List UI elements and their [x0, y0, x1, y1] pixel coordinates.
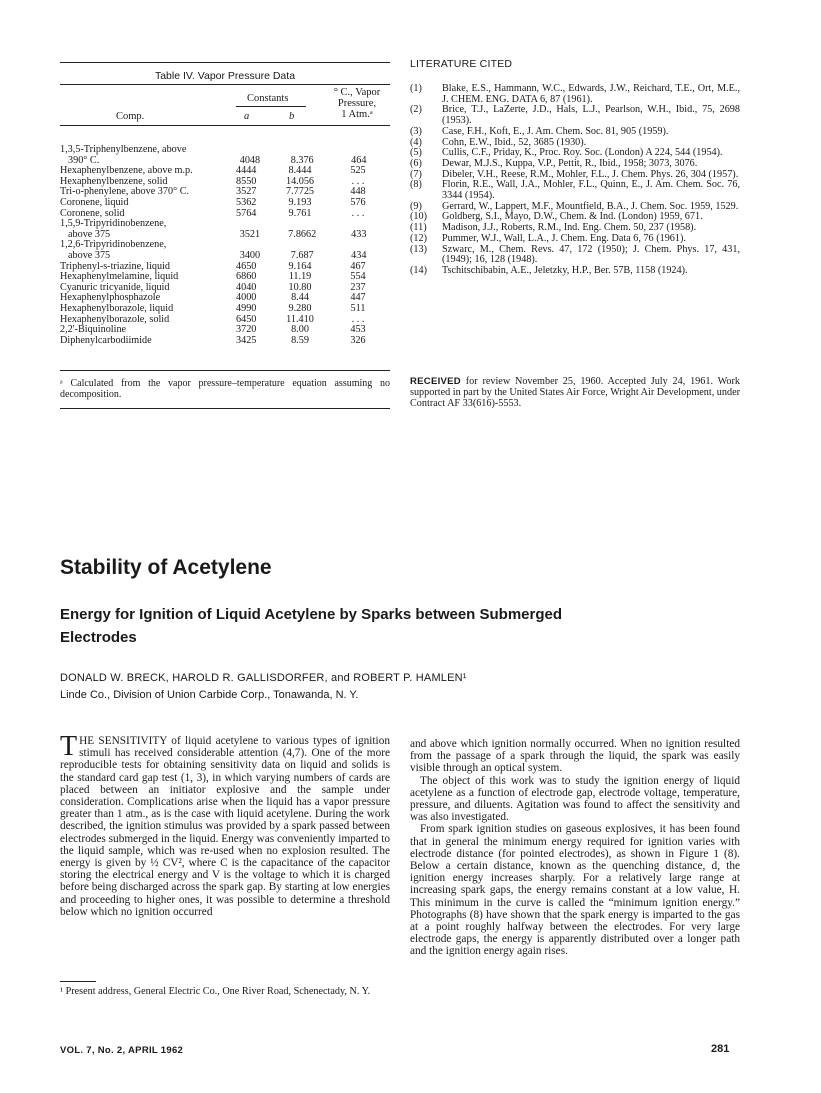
paragraph: The object of this work was to study the ignition energy of liquid acetylene as a function of electrode gap, electrode voltage, temperature, pressure, and diluents. Agitation was found to affect the sensitivity and was also investigated.	[410, 774, 740, 824]
article-subtitle: Energy for Ignition of Liquid Acetylene by Sparks between Submerged Electrodes	[60, 606, 563, 646]
constant-a-cell: 5764	[236, 207, 257, 219]
constant-a-cell: 3400	[239, 249, 261, 261]
temperature-cell: 433	[351, 228, 367, 240]
table-header-a: a	[244, 111, 250, 122]
received-note	[410, 376, 740, 409]
constant-b-cell: 8.44	[291, 292, 309, 304]
constant-a-cell: 3527	[236, 186, 257, 198]
reference-text: Madison, J.J., Roberts, R.M., Ind. Eng. Chem. 50, 237 (1958).	[442, 222, 697, 234]
reference-item	[410, 127, 740, 138]
compound-cell: above 375	[68, 249, 111, 261]
constant-a-cell	[236, 145, 274, 156]
article-title: Stability of Acetylene	[60, 556, 272, 579]
constant-b-cell: 8.00	[291, 324, 309, 336]
constant-a-cell: 4444	[236, 165, 257, 177]
temperature-cell: 554	[350, 271, 366, 283]
received-label: RECEIVED	[410, 376, 461, 387]
reference-number: (14)	[410, 264, 427, 276]
reference-number: (6)	[410, 157, 422, 169]
article-affiliation: Linde Co., Division of Union Carbide Corp., Tonawanda, N. Y.	[60, 689, 359, 701]
reference-number: (8)	[410, 179, 422, 191]
constant-b-cell: 9.280	[288, 302, 312, 314]
reference-number: (11)	[410, 222, 427, 234]
reference-number: (3)	[410, 125, 422, 137]
temperature-cell: . . .	[351, 207, 365, 219]
constant-b-cell: 11.410	[286, 313, 314, 325]
table-header-temp: ° C., Vapor Pressure, 1 Atm.ᵃ	[333, 87, 381, 120]
reference-number: (12)	[410, 232, 427, 244]
compound-cell: Hexaphenylborazole, liquid	[60, 302, 174, 314]
temperature-cell: 448	[350, 186, 366, 198]
page-number: 281	[711, 1043, 730, 1055]
compound-cell: Hexaphenylborazole, solid	[60, 313, 170, 325]
constant-b-cell: 14.056	[285, 175, 314, 187]
literature-cited-heading: LITERATURE CITED	[410, 58, 513, 70]
compound-cell: Hexaphenylmelamine, liquid	[60, 271, 179, 283]
compound-cell: 1,5,9-Tripyridinobenzene,	[60, 218, 167, 230]
reference-item	[410, 266, 740, 277]
footnote-rule	[60, 981, 96, 982]
constant-a-cell: 5362	[236, 196, 257, 208]
reference-text: Szwarc, M., Chem. Revs. 47, 172 (1950); J. Chem. Phys. 17, 431, (1949); 16, 128 (1948).	[442, 243, 740, 266]
constant-a-cell: 3720	[236, 324, 257, 336]
table-header-rule	[60, 84, 390, 85]
table-row	[60, 145, 390, 156]
compound-cell: 1,2,6-Tripyridinobenzene,	[60, 239, 167, 251]
table-constants-rule	[236, 106, 306, 107]
compound-cell: Cyanuric tricyanide, liquid	[60, 281, 170, 293]
reference-item	[410, 180, 740, 201]
table-title: Table IV. Vapor Pressure Data	[154, 70, 296, 82]
temperature-cell: 434	[351, 249, 367, 261]
reference-text: Case, F.H., Koft, E., J. Am. Chem. Soc. 81, 905 (1959).	[442, 125, 669, 137]
reference-number: (13)	[410, 243, 427, 255]
temperature-cell: 447	[350, 292, 366, 304]
reference-number: (5)	[410, 147, 422, 159]
constant-b-cell: 7.687	[290, 249, 314, 261]
constant-b-cell: 9.193	[288, 196, 312, 208]
temperature-cell: 525	[350, 165, 366, 177]
temperature-cell: 467	[350, 260, 366, 272]
intro-paragraph	[60, 731, 390, 918]
constant-a-cell: 6860	[236, 271, 257, 283]
compound-cell: Hexaphenylbenzene, above m.p.	[60, 165, 193, 177]
reference-text: Florin, R.E., Wall, J.A., Mohler, F.L., Quinn, E., J. Am. Chem. Soc. 76, 3344 (1954).	[442, 179, 740, 202]
constant-a-cell: 6450	[236, 313, 257, 325]
received-text: for review November 25, 1960. Accepted July 24, 1961. Work supported in part by the United States Air Force, Wright Air Development, under Contract AF 33(616)-5553.	[410, 376, 740, 409]
table-row	[60, 304, 390, 315]
journal-issue: VOL. 7, No. 2, APRIL 1962	[60, 1045, 184, 1056]
temperature-cell: 511	[350, 302, 366, 314]
table-header-b: b	[289, 111, 295, 122]
temperature-cell: . . .	[351, 175, 365, 187]
temperature-cell: 453	[350, 324, 366, 336]
constant-a-cell: 4990	[236, 302, 257, 314]
compound-cell: Hexaphenylphosphazole	[60, 292, 161, 304]
constant-b-cell: 11.19	[288, 271, 312, 283]
reference-number: (1)	[410, 83, 422, 94]
reference-item	[410, 234, 740, 245]
table-body-rule	[60, 125, 390, 126]
constant-b-cell: 9.164	[288, 260, 312, 272]
constant-b-cell: 7.7725	[285, 186, 314, 198]
reference-number: (10)	[410, 211, 427, 223]
constant-a-cell: 4048	[239, 154, 261, 166]
reference-number: (4)	[410, 136, 422, 148]
reference-text: Cullis, C.F., Priday, K., Proc. Roy. Soc. (London) A 224, 544 (1954).	[442, 147, 723, 159]
paragraph: From spark ignition studies on gaseous explosives, it has been found that in general the minimum energy required for ignition varies with electrode distance (for pointed electrodes), as shown in Figure 1 (8). Below a certain distance, known as the quenching distance, d, the ignition energy increases sharply. For a relatively large range at increasing spark gaps, the energy remains constant at a low value, H. This minimum in the curve is called the “minimum ignition energy.” Photographs (8) have shown that the spark energy is imparted to the gas at a point roughly halfway between the electrodes. For very large electrode gaps, the energy is apparently distributed over a longer path and the ignition energy again rises.	[410, 823, 740, 958]
temperature-cell	[326, 145, 390, 156]
compound-cell: 2,2'-Biquinoline	[60, 324, 127, 336]
reference-text: Dibeler, V.H., Reese, R.M., Mohler, F.L., J. Chem. Phys. 26, 304 (1957).	[442, 168, 739, 180]
constant-b-cell: 7.8662	[288, 228, 317, 240]
table-header-constants: Constants	[247, 93, 289, 104]
constant-b-cell: 8.444	[288, 165, 312, 177]
body-column-left	[60, 731, 390, 918]
compound-cell: 1,3,5-Triphenylbenzene, above	[60, 144, 187, 155]
reference-text: Pummer, W.J., Wall, L.A., J. Chem. Eng. Data 6, 76 (1961).	[442, 232, 686, 244]
temperature-cell: 237	[350, 281, 366, 293]
compound-cell: 390° C.	[68, 154, 100, 166]
reference-text: Blake, E.S., Hammann, W.C., Edwards, J.W., Reichard, T.E., Ort, M.E., J. CHEM. ENG. DATA 6, 87 (1961).	[442, 83, 740, 105]
vapor-pressure-table	[60, 145, 390, 346]
reference-list	[410, 84, 740, 277]
compound-cell: Diphenylcarbodiimide	[60, 334, 152, 346]
temperature-cell: 326	[350, 334, 366, 346]
reference-text: Gerrard, W., Lappert, M.F., Mountfield, B.A., J. Chem. Soc. 1959, 1529.	[442, 200, 739, 212]
compound-cell: Coronene, liquid	[60, 196, 129, 208]
reference-number: (9)	[410, 200, 422, 212]
temperature-cell: 576	[350, 196, 366, 208]
compound-cell: Triphenyl-s-triazine, liquid	[60, 260, 170, 272]
table-header-comp: Comp.	[116, 111, 145, 122]
table-footnote: ᵃ Calculated from the vapor pressure–temperature equation assuming no decomposition.	[60, 378, 390, 400]
constant-b-cell: 9.761	[288, 207, 312, 219]
compound-cell: Coronene, solid	[60, 207, 125, 219]
reference-text: Tschitschibabin, A.E., Jeletzky, H.P., Ber. 57B, 1158 (1924).	[442, 264, 688, 276]
reference-number: (7)	[410, 168, 422, 180]
table-row	[60, 198, 390, 209]
compound-cell: Tri-o-phenylene, above 370° C.	[60, 186, 190, 198]
reference-text: Cohn, E.W., Ibid., 52, 3685 (1930).	[442, 136, 587, 148]
constant-b-cell: 8.376	[290, 154, 314, 166]
constant-a-cell: 4650	[236, 260, 257, 272]
intro-text: HE SENSITIVITY of liquid acetylene to various types of ignition stimuli has received considerable attention (4,7). One of the more reproducible tests for obtaining sensitivity data on liquid and solids is the standard card gap test (1, 3), in which varying numbers of cards are placed between an initiator explosive and the sample under consideration. Complications arise when the liquid has a vapor pressure greater than 1 atm., as is the case with liquid acetylene. During the work described, the ignition stimulus was provided by a spark passed between electrodes submerged in the liquid. Energy was conveniently imparted to the liquid sample, which was re-used when no explosion resulted. The energy is given by ½ CV², where C is the capacitance of the capacitor storing the electrical energy and V is the voltage to which it is charged before being discharged across the spark gap. By starting at low energies and proceeding to higher ones, it was possible to determine a threshold below which no ignition occurred	[60, 735, 390, 918]
temperature-cell: 464	[351, 154, 367, 166]
constant-a-cell: 4000	[236, 292, 257, 304]
paragraph: and above which ignition normally occurred. When no ignition resulted from the passage of a spark through the liquid, the spark was easily visible through an optical system.	[410, 738, 740, 775]
compound-cell: Hexaphenylbenzene, solid	[60, 175, 168, 187]
reference-number: (2)	[410, 104, 422, 116]
table-foot-rule	[60, 408, 390, 409]
constant-b-cell	[274, 145, 326, 156]
body-column-right	[410, 738, 740, 958]
reference-text: Dewar, M.J.S., Kuppa, V.P., Pettit, R., Ibid., 1958; 3073, 3076.	[442, 157, 698, 169]
table-row	[60, 251, 390, 262]
constant-b-cell: 10.80	[288, 281, 312, 293]
table-row	[60, 336, 390, 347]
constant-b-cell: 8.59	[291, 334, 309, 346]
table-top-rule	[60, 62, 390, 63]
constant-a-cell: 3521	[239, 228, 261, 240]
author-footnote: ¹ Present address, General Electric Co., One River Road, Schenectady, N. Y.	[60, 986, 371, 997]
temperature-cell: . . .	[351, 313, 365, 325]
reference-item	[410, 245, 740, 266]
compound-cell: above 375	[68, 228, 111, 240]
constant-a-cell: 8550	[236, 175, 257, 187]
reference-item	[410, 105, 740, 126]
constant-a-cell: 4040	[236, 281, 257, 293]
constant-a-cell: 3425	[236, 334, 257, 346]
drop-cap: T	[60, 731, 78, 762]
reference-text: Brice, T.J., LaZerte, J.D., Hals, L.J., Pearlson, W.H., Ibid., 75, 2698 (1953).	[442, 104, 740, 127]
table-bottom-rule	[60, 370, 390, 371]
reference-item	[410, 84, 740, 105]
article-authors: DONALD W. BRECK, HAROLD R. GALLISDORFER, and ROBERT P. HAMLEN¹	[60, 672, 467, 684]
reference-text: Goldberg, S.I., Mayo, D.W., Chem. & Ind. (London) 1959, 671.	[442, 211, 703, 223]
